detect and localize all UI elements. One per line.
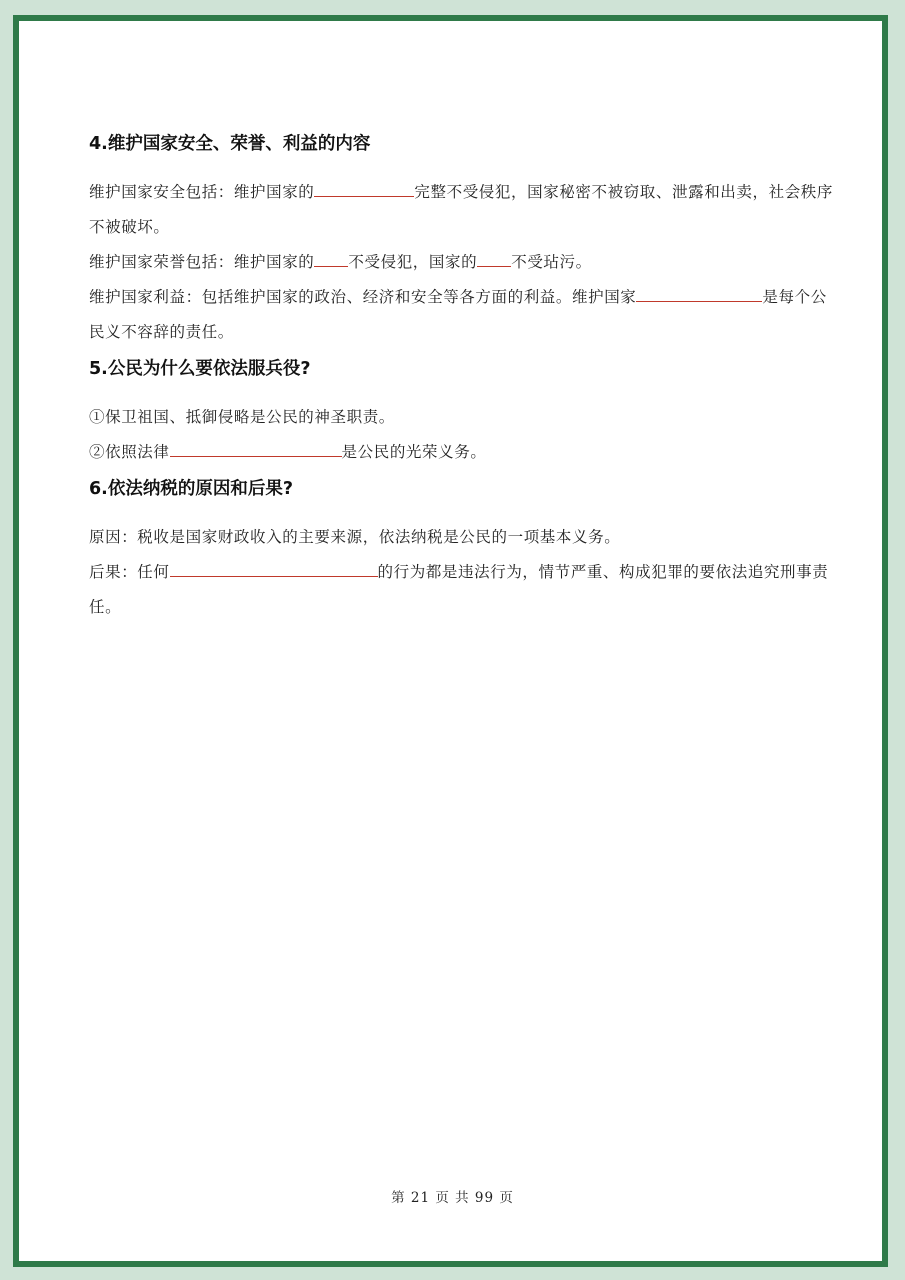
- fill-blank[interactable]: [477, 248, 511, 267]
- text: 不受侵犯，国家的: [348, 253, 478, 271]
- text: 完整不受侵犯，国家秘密不被窃取、泄露和出卖，社会秩序不被破坏。: [89, 183, 834, 236]
- text: ②依照法律: [89, 443, 170, 461]
- section-heading-4: 4.维护国家安全、荣誉、利益的内容: [89, 134, 371, 154]
- fill-blank[interactable]: [170, 558, 378, 577]
- text: 维护国家安全包括：维护国家的: [89, 183, 315, 201]
- tax-consequence-paragraph: [89, 555, 834, 625]
- text: 维护国家荣誉包括：维护国家的: [89, 253, 315, 271]
- text: 是公民的光荣义务。: [341, 443, 487, 461]
- military-duty-reason-2: [89, 435, 834, 470]
- page-frame: [13, 15, 888, 1267]
- text: 的行为都是违法行为，情节严重、构成犯罪的要依法追究刑事责任。: [89, 563, 829, 616]
- text: 不受玷污。: [511, 253, 592, 271]
- document-body: [89, 131, 834, 625]
- tax-reason-paragraph: 原因：税收是国家财政收入的主要来源，依法纳税是公民的一项基本义务。: [89, 528, 621, 546]
- military-duty-reason-1: ①保卫祖国、抵御侵略是公民的神圣职责。: [89, 408, 395, 426]
- fill-blank[interactable]: [170, 438, 342, 457]
- section-heading-5: 5.公民为什么要依法服兵役?: [89, 359, 311, 379]
- national-interest-paragraph: [89, 280, 834, 350]
- section-heading-6: 6.依法纳税的原因和后果?: [89, 479, 293, 499]
- fill-blank[interactable]: [314, 178, 414, 197]
- text: 后果：任何: [89, 563, 170, 581]
- fill-blank[interactable]: [314, 248, 348, 267]
- text: 维护国家利益：包括维护国家的政治、经济和安全等各方面的利益。维护国家: [89, 288, 637, 306]
- fill-blank[interactable]: [636, 283, 762, 302]
- page-number-footer: 第 21 页 共 99 页: [391, 1190, 514, 1206]
- text: 是每个公民义不容辞的责任。: [89, 288, 827, 341]
- national-honor-paragraph: [89, 245, 834, 280]
- national-security-paragraph: [89, 175, 834, 245]
